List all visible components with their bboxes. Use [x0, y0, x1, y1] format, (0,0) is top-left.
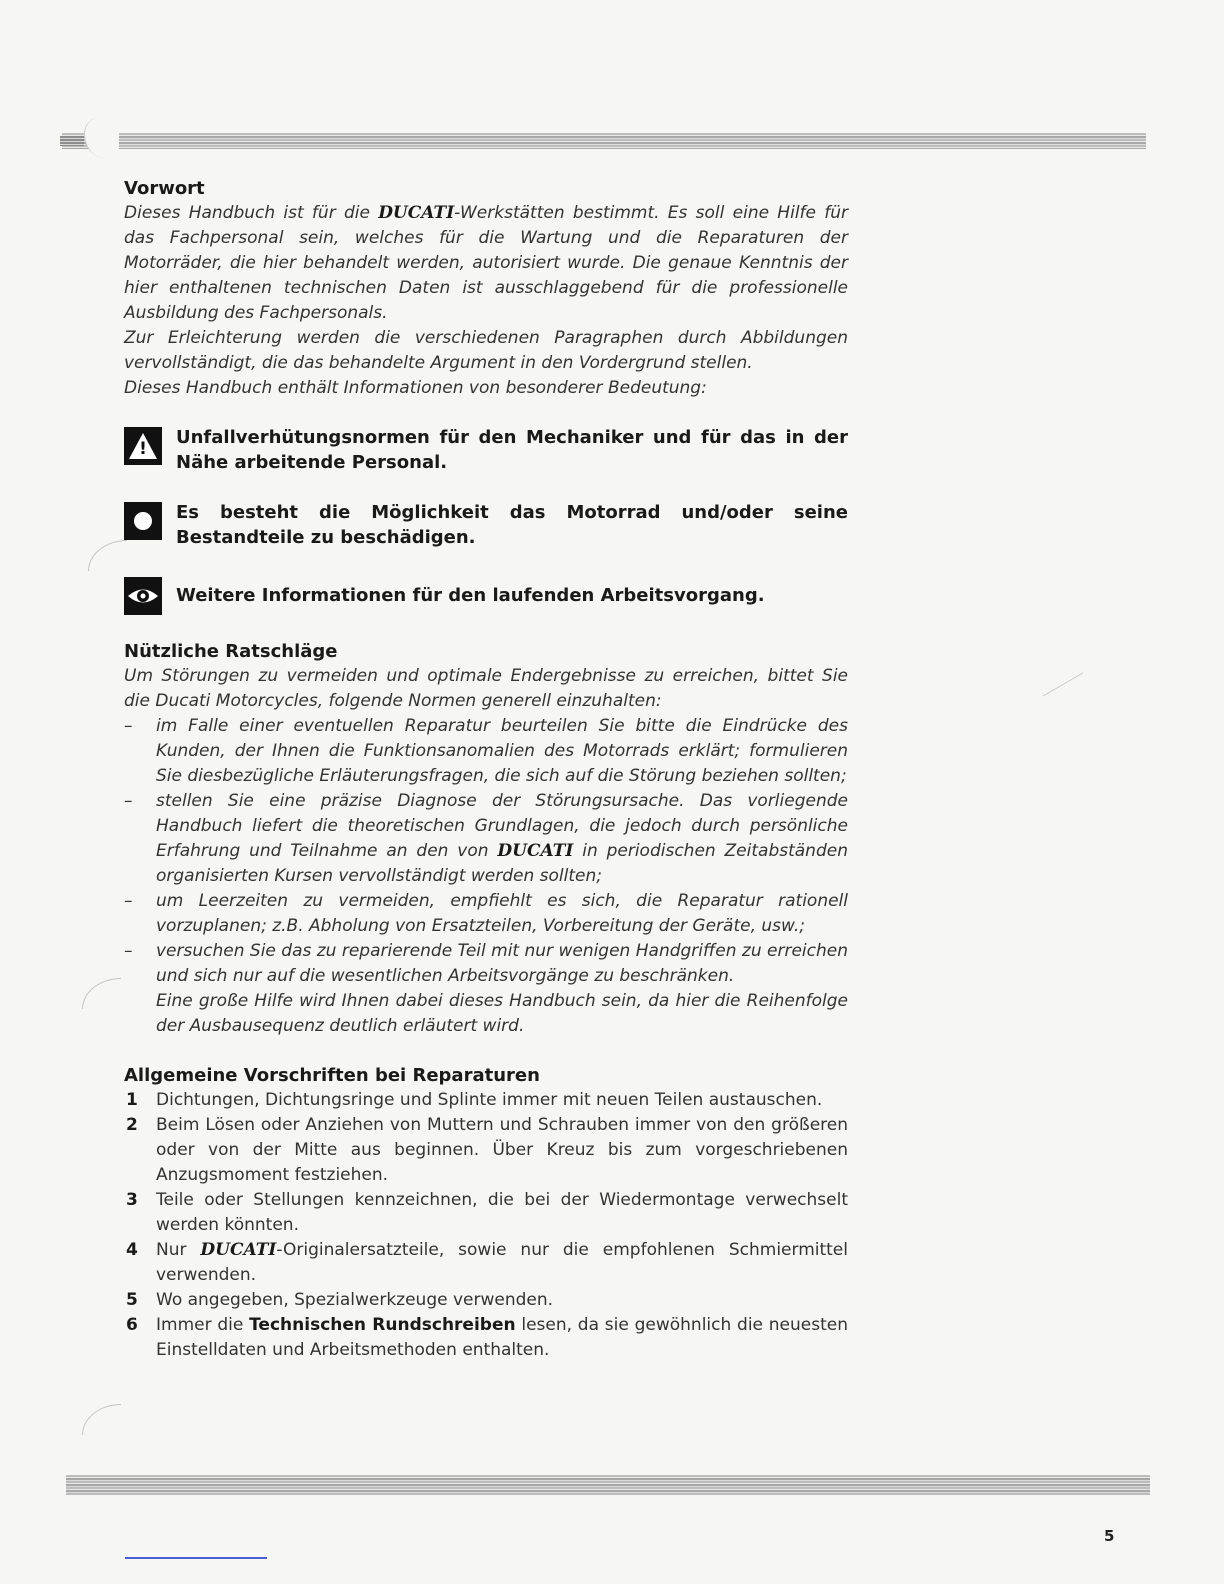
- binder-hole-mark: [88, 540, 127, 571]
- header-rule: [62, 133, 1146, 149]
- scan-mark: [1043, 673, 1083, 697]
- rules-heading: Allgemeine Vorschriften bei Reparaturen: [124, 1065, 540, 1086]
- stop-circle-icon: [124, 502, 162, 540]
- page-content: [124, 176, 848, 1363]
- list-item: 4 Nur DUCATI-Originalersatzteile, sowie nur die empfohlenen Schmiermittel verwenden.: [126, 1240, 848, 1285]
- foreword-paragraph-2: Zur Erleichterung werden die verschiedenen Paragraphen durch Abbildungen vervollständigt, die das behandelte Argument in den Vordergrund stellen.: [124, 328, 848, 373]
- tips-list: [124, 714, 848, 989]
- tips-intro: Um Störungen zu vermeiden und optimale Endergebnisse zu erreichen, bittet Sie die Ducati Motorcycles, folgende Normen generell einzuhalten:: [124, 666, 848, 711]
- foreword-paragraph-1: Dieses Handbuch ist für die DUCATI-Werkstätten bestimmt. Es soll eine Hilfe für das Fachpersonal sein, welches für die Wartung und die Reparaturen der Motorräder, die hier behandelt werden, autorisiert wurde. Die genaue Kenntnis der hier enthaltenen technischen Daten ist ausschlaggebend für die professionelle Ausbildung des Fachpersonals.: [124, 203, 848, 323]
- list-item: – stellen Sie eine präzise Diagnose der Störungsursache. Das vorliegende Handbuch liefert die theoretischen Grundlagen, die jedoch durch persönliche Erfahrung und Teilnahme an den von DUCATI in periodischen Zeitabständen organisierten Kursen vervollständigt werden sollten;: [124, 791, 848, 886]
- rules-list: [124, 1088, 848, 1363]
- brand-name: DUCATI: [378, 203, 455, 223]
- footer-rule: [66, 1475, 1150, 1495]
- list-item: 1 Dichtungen, Dichtungsringe und Splinte immer mit neuen Teilen austauschen.: [126, 1090, 823, 1110]
- caution-note-text: Es besteht die Möglichkeit das Motorrad und/oder seine Bestandteile zu beschädigen.: [176, 502, 848, 548]
- page-number: 5: [1104, 1527, 1115, 1545]
- foreword-paragraph-3: Dieses Handbuch enthält Informationen von besonderer Bedeutung:: [124, 378, 707, 398]
- header-rule-stub: [60, 136, 84, 146]
- list-item: 2 Beim Lösen oder Anziehen von Muttern und Schrauben immer von den größeren oder von der Mitte aus beginnen. Über Kreuz bis zum vorgeschriebenen Anzugsmoment festziehen.: [126, 1115, 848, 1185]
- caution-note: [124, 500, 848, 550]
- list-item: – um Leerzeiten zu vermeiden, empfiehlt es sich, die Reparatur rationell vorzuplanen; z.B. Abholung von Ersatzteilen, Vorbereitung der Geräte, usw.;: [124, 891, 848, 936]
- binder-hole-mark: [82, 1404, 121, 1435]
- list-item: – im Falle einer eventuellen Reparatur beurteilen Sie bitte die Eindrücke des Kunden, der Ihnen die Funktionsanomalien des Motorrads erklärt; formulieren Sie diesbezügliche Erläuterungsfragen, die sich auf die Störung beziehen sollten;: [124, 716, 848, 786]
- tips-heading: Nützliche Ratschläge: [124, 641, 338, 662]
- eye-icon: [124, 577, 162, 615]
- binder-hole-mark: [82, 978, 121, 1009]
- foreword-heading: Vorwort: [124, 178, 205, 199]
- info-note: [124, 575, 848, 615]
- warning-note: [124, 425, 848, 475]
- list-item: 6 Immer die Technischen Rundschreiben lesen, da sie gewöhnlich die neuesten Einstelldaten und Arbeitsmethoden enthalten.: [126, 1315, 848, 1360]
- list-item: 5 Wo angegeben, Spezialwerkzeuge verwenden.: [126, 1290, 554, 1310]
- list-item: 3 Teile oder Stellungen kennzeichnen, die bei der Wiedermontage verwechselt werden könnten.: [126, 1190, 848, 1235]
- binder-hole-top: [84, 118, 119, 158]
- list-item: – versuchen Sie das zu reparierende Teil mit nur wenigen Handgriffen zu erreichen und sich nur auf die wesentlichen Arbeitsvorgänge zu beschränken.: [124, 941, 848, 986]
- info-note-text: Weitere Informationen für den laufenden Arbeitsvorgang.: [176, 584, 765, 606]
- tips-follow-text: Eine große Hilfe wird Ihnen dabei dieses Handbuch sein, da hier die Reihenfolge der Ausbausequenz deutlich erläutert wird.: [156, 991, 848, 1036]
- warning-triangle-icon: !: [124, 427, 162, 465]
- footer-link-underline: [125, 1557, 267, 1559]
- warning-note-text: Unfallverhütungsnormen für den Mechaniker und für das in der Nähe arbeitende Personal.: [176, 427, 848, 473]
